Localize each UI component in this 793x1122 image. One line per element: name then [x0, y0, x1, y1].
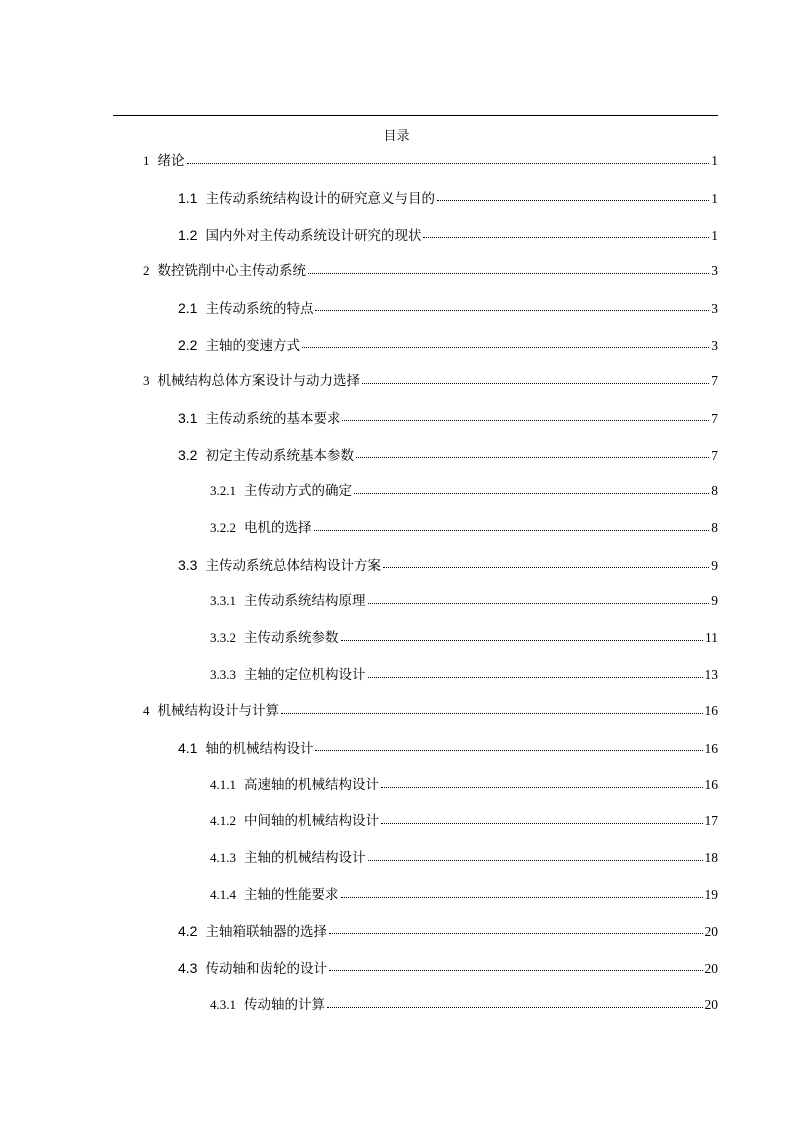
toc-entry-number: 4.3: [178, 960, 198, 976]
toc-entry-page: 16: [704, 741, 718, 756]
toc-entry[interactable]: [210, 590, 718, 612]
toc-dot-leader: [383, 566, 709, 568]
toc-entry-text: 主传动系统结构原理: [244, 593, 366, 609]
toc-dot-leader: [315, 749, 702, 751]
toc-entry-text: 机械结构总体方案设计与动力选择: [157, 373, 360, 389]
toc-entry[interactable]: [210, 994, 718, 1016]
toc-entry-number: 2: [143, 263, 150, 278]
toc-entry-number: 3.2.2: [210, 520, 236, 535]
toc-entry-number: 3.3: [178, 557, 198, 573]
toc-entry-text: 主传动系统的基本要求: [205, 411, 341, 427]
toc-entry-page: 1: [711, 228, 718, 243]
toc-dot-leader: [329, 969, 703, 971]
toc-entry-page: 17: [704, 813, 718, 828]
toc-entry-text: 主轴的变速方式: [205, 338, 300, 354]
toc-dot-leader: [342, 419, 709, 421]
toc-entry-text: 主传动方式的确定: [244, 483, 352, 499]
toc-entry[interactable]: [143, 700, 718, 722]
toc-entry-text: 主传动系统参数: [244, 630, 339, 646]
toc-entry-page: 7: [711, 373, 718, 388]
toc-entry-page: 20: [704, 961, 718, 976]
toc-entry-number: 4.2: [178, 923, 198, 939]
toc-entry-text: 高速轴的机械结构设计: [244, 777, 379, 793]
toc-entry-page: 16: [704, 703, 718, 718]
toc-entry[interactable]: [178, 224, 718, 246]
toc-entry[interactable]: [210, 627, 718, 649]
toc-dot-leader: [187, 162, 710, 164]
toc-entry-number: 3.3.2: [210, 630, 236, 645]
toc-dot-leader: [354, 492, 709, 494]
toc-entry-text: 中间轴的机械结构设计: [244, 813, 379, 829]
toc-entry-text: 轴的机械结构设计: [205, 741, 314, 757]
toc-entry-number: 1.2: [178, 227, 198, 243]
toc-dot-leader: [341, 639, 704, 641]
toc-entry[interactable]: [210, 810, 718, 832]
toc-dot-leader: [381, 822, 703, 824]
toc-entry-page: 20: [704, 997, 718, 1012]
toc-dot-leader: [356, 456, 709, 458]
toc-entry-number: 4.1.3: [210, 850, 236, 865]
toc-dot-leader: [314, 529, 710, 531]
toc-entry-number: 3.3.3: [210, 667, 236, 682]
toc-entry[interactable]: [178, 297, 718, 319]
toc-entry-page: 1: [711, 191, 718, 206]
toc-dot-leader: [302, 346, 709, 348]
toc-dot-leader: [368, 602, 710, 604]
toc-entry-number: 3.2: [178, 447, 198, 463]
toc-dot-leader: [437, 199, 709, 201]
toc-entry-text: 传动轴和齿轮的设计: [205, 961, 327, 977]
toc-entry-text: 主轴箱联轴器的选择: [205, 924, 327, 940]
toc-entry-number: 3: [143, 373, 150, 388]
toc-entry-page: 3: [711, 338, 718, 353]
toc-entry-text: 主传动系统结构设计的研究意义与目的: [205, 191, 435, 207]
toc-entry[interactable]: [143, 150, 718, 172]
toc-entry[interactable]: [178, 444, 718, 466]
toc-entry[interactable]: [178, 407, 718, 429]
toc-entry[interactable]: [178, 334, 718, 356]
toc-entry[interactable]: [210, 664, 718, 686]
toc-dot-leader: [308, 272, 709, 274]
toc-entry[interactable]: [178, 554, 718, 576]
toc-entry-text: 主轴的定位机构设计: [244, 667, 366, 683]
toc-entry[interactable]: [143, 260, 718, 282]
toc-dot-leader: [327, 1006, 703, 1008]
toc-entry-page: 18: [704, 850, 718, 865]
toc-entry-page: 7: [711, 448, 718, 463]
toc-entry-page: 7: [711, 411, 718, 426]
toc-entry-page: 8: [711, 483, 718, 498]
toc-entry-page: 3: [711, 263, 718, 278]
toc-entry[interactable]: [210, 774, 718, 796]
toc-entry-number: 4.1.1: [210, 777, 236, 792]
toc-entry[interactable]: [178, 737, 718, 759]
toc-entry-page: 8: [711, 520, 718, 535]
toc-entry[interactable]: [143, 370, 718, 392]
toc-title: 目录: [383, 129, 410, 144]
toc-entry-page: 9: [711, 558, 718, 573]
toc-entry[interactable]: [210, 480, 718, 502]
toc-entry[interactable]: [210, 847, 718, 869]
toc-entry-number: 4.3.1: [210, 997, 236, 1012]
toc-entry-page: 13: [704, 667, 718, 682]
toc-entry-page: 16: [704, 777, 718, 792]
toc-dot-leader: [423, 236, 709, 238]
toc-entry-text: 传动轴的计算: [244, 997, 325, 1013]
toc-dot-leader: [381, 786, 703, 788]
toc-entry-text: 初定主传动系统基本参数: [205, 448, 354, 464]
toc-entry[interactable]: [210, 884, 718, 906]
toc-entry-page: 3: [711, 301, 718, 316]
toc-dot-leader: [368, 859, 703, 861]
toc-entry-number: 4: [143, 703, 150, 718]
toc-entry-page: 11: [705, 630, 718, 645]
toc-entry[interactable]: [210, 517, 718, 539]
toc-entry-page: 1: [711, 153, 718, 168]
toc-entry-text: 数控铣削中心主传动系统: [157, 263, 306, 279]
toc-entry-number: 1: [143, 153, 150, 168]
toc-entry-text: 主传动系统总体结构设计方案: [205, 558, 381, 574]
toc-entry-text: 电机的选择: [244, 520, 312, 536]
toc-entry-number: 1.1: [178, 190, 198, 206]
toc-entry-text: 主轴的机械结构设计: [244, 850, 366, 866]
toc-entry-text: 绪论: [157, 153, 185, 169]
toc-entry-number: 4.1: [178, 740, 198, 756]
toc-entry-number: 4.1.4: [210, 887, 236, 902]
toc-entry[interactable]: [178, 920, 718, 942]
toc-dot-leader: [368, 676, 703, 678]
toc-entry[interactable]: [178, 957, 718, 979]
toc-dot-leader: [341, 896, 703, 898]
toc-entry-number: 3.1: [178, 410, 198, 426]
toc-entry-number: 4.1.2: [210, 813, 236, 828]
toc-entry-number: 3.2.1: [210, 483, 236, 498]
toc-entry[interactable]: [178, 187, 718, 209]
toc-dot-leader: [281, 712, 703, 714]
toc-entry-page: 9: [711, 593, 718, 608]
toc-entry-number: 2.1: [178, 300, 198, 316]
toc-entry-page: 20: [704, 924, 718, 939]
toc-dot-leader: [329, 932, 703, 934]
toc-entry-text: 主轴的性能要求: [244, 887, 339, 903]
toc-entry-text: 机械结构设计与计算: [157, 703, 279, 719]
toc-dot-leader: [315, 309, 709, 311]
toc-entry-page: 19: [704, 887, 718, 902]
toc-entry-number: 2.2: [178, 337, 198, 353]
toc-entry-text: 国内外对主传动系统设计研究的现状: [205, 228, 422, 244]
toc-entry-number: 3.3.1: [210, 593, 236, 608]
toc-entry-text: 主传动系统的特点: [205, 301, 314, 317]
toc-dot-leader: [362, 382, 709, 384]
